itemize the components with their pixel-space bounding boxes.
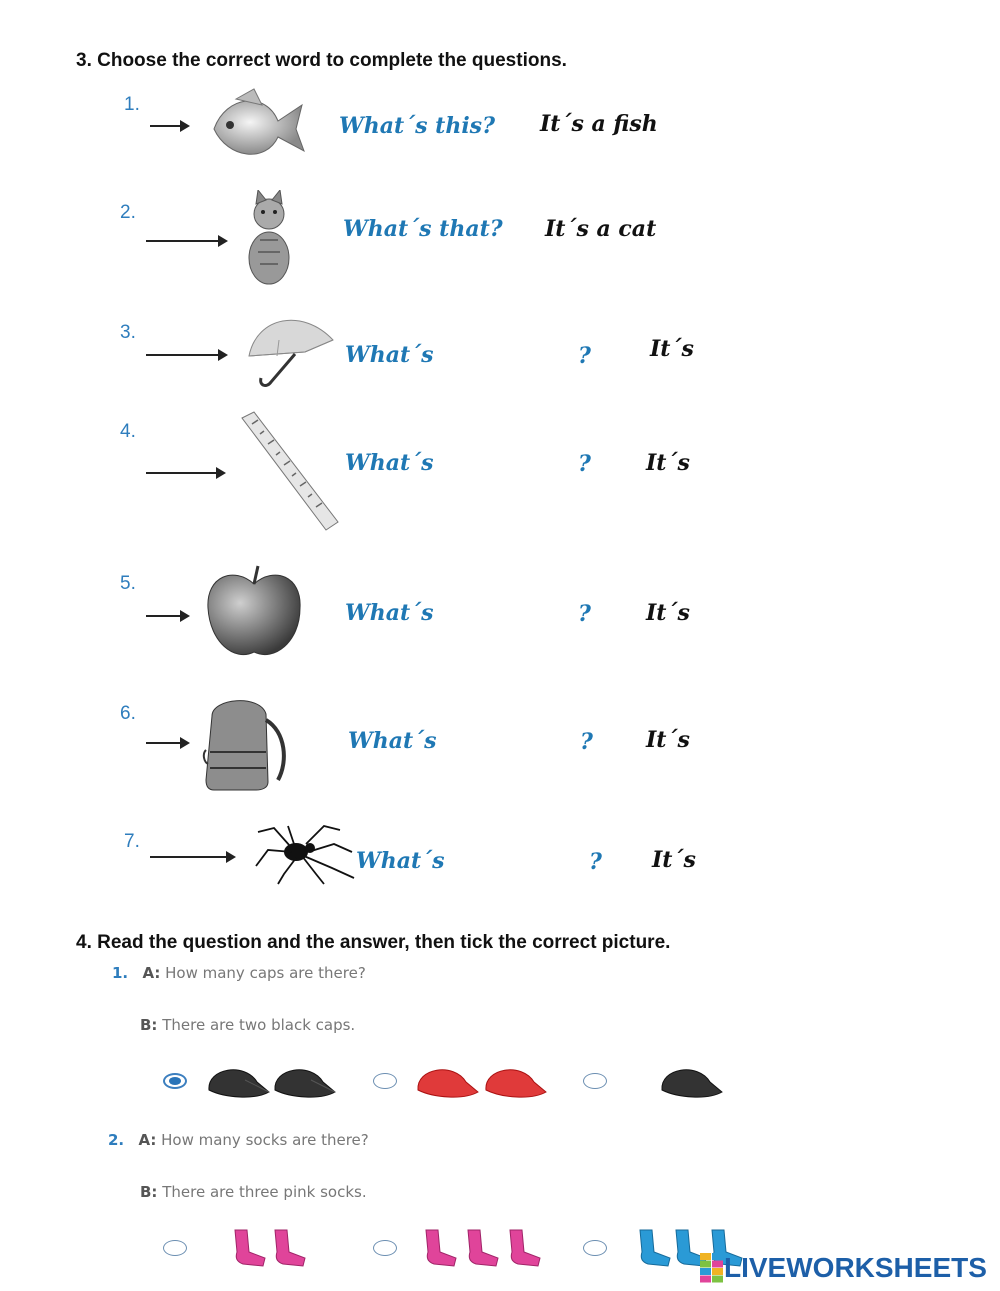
- question-mark: ?: [578, 343, 591, 369]
- section-3-heading: 3. Choose the correct word to complete the questions.: [76, 50, 567, 71]
- question-text: What´s this?: [339, 113, 495, 139]
- answer-line: There are two black caps.: [162, 1016, 356, 1034]
- answer-text: It´s: [646, 727, 690, 753]
- answer-b-line: [140, 1016, 355, 1034]
- answer-text: It´s: [646, 450, 690, 476]
- fish-picture: [206, 85, 306, 165]
- two-pink-socks-picture[interactable]: [229, 1228, 317, 1268]
- liveworksheets-logo[interactable]: [700, 1252, 987, 1284]
- question-line: How many socks are there?: [161, 1131, 369, 1149]
- question-text: What´s: [356, 848, 445, 874]
- item-number: 1.: [124, 94, 140, 115]
- question-mark: ?: [589, 849, 602, 875]
- question-text: What´s: [345, 342, 434, 368]
- question-a-line: [112, 964, 366, 982]
- item-number: 7.: [124, 831, 140, 852]
- option-radio-three-pink-socks[interactable]: [373, 1240, 397, 1256]
- arrow-icon: [146, 240, 226, 242]
- three-pink-socks-picture[interactable]: [420, 1228, 548, 1268]
- arrow-icon: [150, 856, 234, 858]
- one-black-cap-picture[interactable]: [658, 1060, 726, 1102]
- option-radio-two-pink-socks[interactable]: [163, 1240, 187, 1256]
- cat-picture: [242, 190, 296, 286]
- speaker-label: B:: [140, 1183, 158, 1201]
- arrow-icon: [146, 472, 224, 474]
- item-number: 3.: [120, 322, 136, 343]
- item-number: 4.: [120, 421, 136, 442]
- answer-text: It´s a cat: [545, 216, 657, 242]
- option-radio-two-black-caps[interactable]: [163, 1073, 187, 1089]
- arrow-icon: [146, 354, 226, 356]
- question-text: What´s: [345, 450, 434, 476]
- option-radio-three-blue-socks[interactable]: [583, 1240, 607, 1256]
- answer-text: It´s a fish: [540, 111, 658, 137]
- question-mark: ?: [578, 601, 591, 627]
- answer-line: There are three pink socks.: [162, 1183, 367, 1201]
- answer-text: It´s: [650, 336, 694, 362]
- two-black-caps-picture[interactable]: [205, 1060, 337, 1102]
- answer-text: It´s: [652, 847, 696, 873]
- arrow-icon: [146, 615, 188, 617]
- question-line: How many caps are there?: [165, 964, 366, 982]
- question-mark: ?: [580, 729, 593, 755]
- item-number: 2.: [108, 1131, 125, 1149]
- logo-text: LIVEWORKSHEETS: [724, 1252, 987, 1283]
- answer-text: It´s: [646, 600, 690, 626]
- item-number: 1.: [112, 964, 129, 982]
- question-text: What´s: [348, 728, 437, 754]
- question-text: What´s: [345, 600, 434, 626]
- question-mark: ?: [578, 451, 591, 477]
- option-radio-one-black-cap[interactable]: [583, 1073, 607, 1089]
- item-number: 6.: [120, 703, 136, 724]
- answer-b-line: [140, 1183, 367, 1201]
- spider-picture: [254, 822, 358, 886]
- question-text: What´s that?: [343, 216, 503, 242]
- speaker-label: B:: [140, 1016, 158, 1034]
- arrow-icon: [146, 742, 188, 744]
- arrow-icon: [150, 125, 188, 127]
- ruler-picture: [238, 408, 342, 536]
- two-red-caps-picture[interactable]: [414, 1060, 548, 1102]
- item-number: 2.: [120, 202, 136, 223]
- backpack-picture: [200, 692, 292, 792]
- option-radio-two-red-caps[interactable]: [373, 1073, 397, 1089]
- speaker-label: A:: [142, 964, 161, 982]
- question-a-line: [108, 1131, 369, 1149]
- apple-picture: [204, 562, 304, 662]
- section-4-heading: 4. Read the question and the answer, then tick the correct picture.: [76, 932, 671, 953]
- item-number: 5.: [120, 573, 136, 594]
- speaker-label: A:: [138, 1131, 157, 1149]
- liveworksheets-logo-icon: [700, 1253, 724, 1283]
- umbrella-picture: [243, 312, 339, 392]
